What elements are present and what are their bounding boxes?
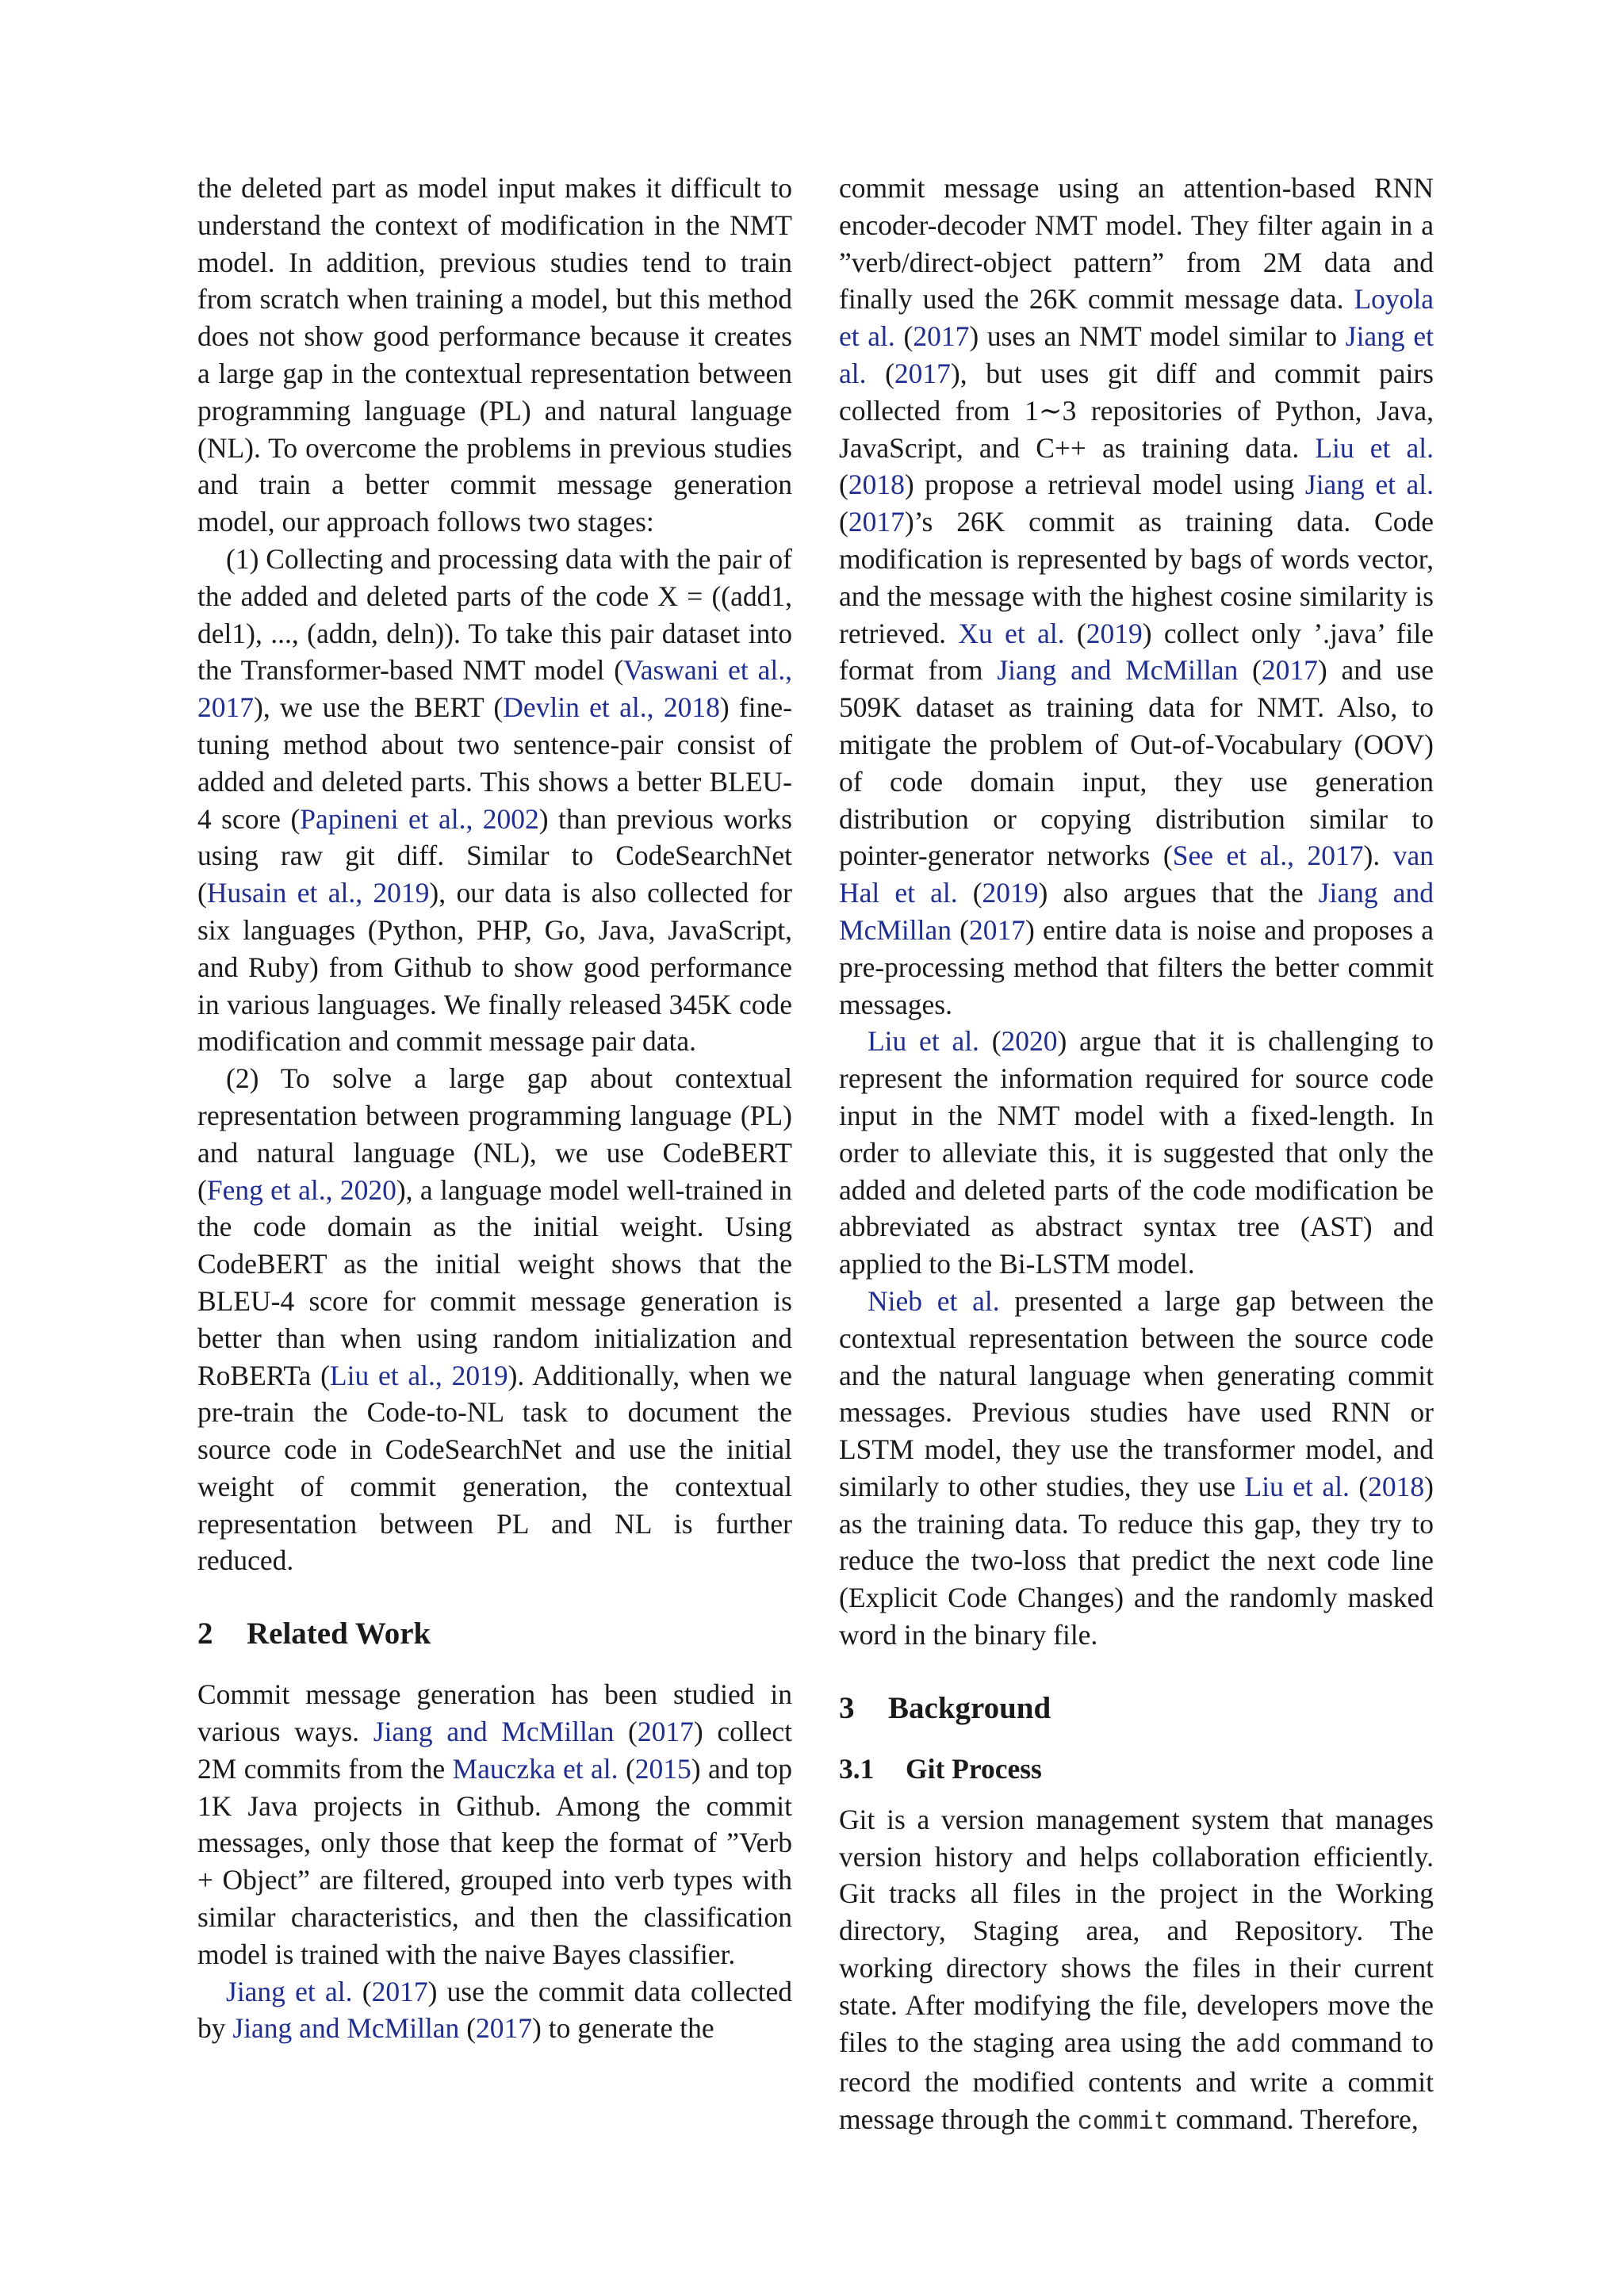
citation-feng[interactable]: Feng et al., 2020 (206, 1173, 396, 1206)
paragraph-intro-end: the deleted part as model input makes it difficult to understand the context of modification in the NMT model. In addition, previous studies tend to train from scratch when training a model, but this method does not show good performance because it creates a large gap in the contextual representation between programming language (PL) and natural language (NL). To overcome the problems in previous studies and train a better commit message generation model, our approach follows two stages: (197, 172, 792, 538)
text: Commit message generation has been studied in various ways. (197, 1678, 792, 1748)
text: command to record the modified contents and write a commit message through the (839, 2026, 1434, 2136)
citation-jiang[interactable]: Jiang et al. (1304, 469, 1434, 501)
citation-year[interactable]: 2017 (637, 1716, 694, 1748)
paragraph-related-3: commit message using an attention-based RNN encoder-decoder NMT model. They filter again in a ”verb/direct-object pattern” from 2M data and finally used the 26K commit message data. Loyola et al. (2017) uses an NMT model similar to Jiang et al. (2017), but uses git diff and commit pairs collected from 1∼3 repositories of Python, Java, JavaScript, and C++ as training data. Liu et al. (2018) propose a retrieval model using Jiang et al. (2017)’s 26K commit as training data. Code modification is represented by bags of words vector, and the message with the highest cosine similarity is retrieved. Xu et al. (2019) collect only ’.java’ file format from Jiang and McMillan (2017) and use 509K dataset as training data for NMT. Also, to mitigate the problem of Out-of-Vocabulary (OOV) of code domain input, they use generation distribution or copying distribution similar to pointer-generator networks (See et al., 2017). van Hal et al. (2019) also argues that the Jiang and McMillan (2017) entire data is noise and proposes a pre-processing method that filters the better commit messages. (839, 172, 1434, 1020)
paragraph-stage-2 (197, 1060, 792, 1579)
paragraph-related-1: Commit message generation has been studied in various ways. Jiang and McMillan (2017) collect 2M commits from the Mauczka et al. (2015) and top 1K Java projects in Github. Among the commit messages, only those that keep the format of ”Verb + Object” are filtered, grouped into verb types with similar characteristics, and then the classification model is trained with the naive Bayes classifier. (197, 1678, 792, 1970)
citation-mauczka[interactable]: Mauczka et al. (452, 1752, 619, 1785)
text: ), our data is also collected for six languages (Python, PHP, Go, Java, JavaScript, and Ruby) from Github to show good performance in various languages. We finally released 345K code modification and commit message pair data. (197, 877, 792, 1058)
citation-year[interactable]: 2018 (1368, 1470, 1425, 1502)
text: use the commit data collected by (197, 1975, 792, 2045)
citation-liu-2020[interactable]: Liu et al. (868, 1025, 979, 1058)
citation-loyola[interactable]: Loyola et al. (839, 283, 1434, 353)
paragraph-git-process (839, 1801, 1434, 2141)
text: collect only ’.java’ file format from (839, 617, 1434, 687)
section-number: 2 (197, 1617, 213, 1651)
citation-liu-2018[interactable]: Liu et al. (1315, 431, 1434, 464)
text: command. Therefore, (1168, 2103, 1419, 2136)
text: collect 2M commits from the (197, 1716, 792, 1785)
citation-jiang[interactable]: Jiang et al. (226, 1975, 353, 2007)
citation-year[interactable]: 2015 (634, 1752, 691, 1785)
paragraph-related-2: Jiang et al. (2017) use the commit data collected by Jiang and McMillan (2017) to generate the (197, 1975, 792, 2045)
text: argue that it is challenging to represent the information required for source code input in the NMT model with a fixed-length. In order to alleviate this, it is suggested that only the added and deleted parts of the code modification be abbreviated as abstract syntax tree (AST) and applied to the Bi-LSTM model. (839, 1025, 1434, 1280)
text: ) than previous works using raw git diff. Similar to CodeSearchNet ( (197, 802, 792, 909)
citation-husain[interactable]: Husain et al., 2019 (206, 877, 430, 909)
paragraph-related-4: Liu et al. (2020) argue that it is challenging to represent the information required for source code input in the NMT model with a fixed-length. In order to alleviate this, it is suggested that only the added and deleted parts of the code modification be abbreviated as abstract syntax tree (AST) and applied to the Bi-LSTM model. (839, 1025, 1434, 1280)
citation-year[interactable]: 2017 (894, 357, 951, 389)
citation-liu-2018[interactable]: Liu et al. (1244, 1470, 1350, 1502)
text: (2) To solve a large gap about contextual representation between programming language (PL) and natural language (NL), we use CodeBERT ( (197, 1062, 792, 1206)
text: ), a language model well-trained in the code domain as the initial weight. Using CodeBERT as the initial weight shows that the BLEU-4 score for commit message generation is better than when using random initialization and RoBERTa ( (197, 1173, 792, 1391)
citation-year[interactable]: 2017 (476, 2012, 533, 2045)
citation-year[interactable]: 2017 (1261, 654, 1318, 687)
citation-nieb[interactable]: Nieb et al. (868, 1284, 1000, 1317)
text: , but uses git diff and commit pairs collected from 1∼3 repositories of Python, Java, JavaScript, and C++ as training data. (839, 357, 1434, 464)
section-heading-background (839, 1689, 1434, 1728)
citation-devlin[interactable]: Devlin et al., 2018 (503, 691, 720, 724)
citation-year[interactable]: 2017 (913, 320, 970, 353)
section-heading-related-work (197, 1614, 792, 1654)
text: ), we use the BERT ( (254, 691, 504, 724)
citation-jiang-mcmillan[interactable]: Jiang and McMillan (373, 1716, 615, 1748)
citation-jiang[interactable]: Jiang et al. (839, 320, 1434, 389)
citation-year[interactable]: 2019 (1086, 617, 1143, 649)
section-title: Background (888, 1690, 1051, 1725)
citation-year[interactable]: 2017 (969, 913, 1026, 946)
right-column (839, 170, 1434, 2141)
citation-year[interactable]: 2017 (371, 1975, 428, 2007)
citation-year[interactable]: 2020 (1001, 1025, 1058, 1058)
text: to generate the (541, 2012, 714, 2045)
citation-jiang-mcmillan[interactable]: Jiang and McMillan (232, 2012, 460, 2045)
subsection-title: Git Process (906, 1752, 1042, 1785)
text: ) fine-tuning method about two sentence-pair consist of added and deleted parts. This shows a better BLEU-4 score ( (197, 691, 792, 835)
citation-van-hal[interactable]: van Hal et al. (839, 840, 1434, 909)
citation-jiang-mcmillan[interactable]: Jiang and McMillan (839, 877, 1434, 946)
text: entire data is noise and proposes a pre-processing method that filters the better commit messages. (839, 913, 1434, 1020)
citation-see[interactable]: See et al., 2017 (1172, 840, 1364, 872)
section-title: Related Work (247, 1617, 431, 1651)
text: and top 1K Java projects in Github. Among the commit messages, only those that keep the format of ”Verb + Object” are filtered, grouped into verb types with similar characteristics, and then the classification model is trained with the naive Bayes classifier. (197, 1752, 792, 1970)
text: Git is a version management system that manages version history and helps collaboration efficiently. Git tracks all files in the project in the Working directory, Staging area, and Repository. The working directory shows the files in their current state. After modifying the file, developers move the files to the staging area using the (839, 1803, 1434, 2058)
citation-liu-2019[interactable]: Liu et al., 2019 (329, 1359, 508, 1391)
citation-jiang-mcmillan[interactable]: Jiang and McMillan (997, 654, 1239, 687)
citation-papineni[interactable]: Papineni et al., 2002 (300, 802, 539, 835)
text: propose a retrieval model using (914, 469, 1305, 501)
text: commit message using an attention-based RNN encoder-decoder NMT model. They filter again in a ”verb/direct-object pattern” from 2M data and finally used the 26K commit message data. (839, 172, 1434, 316)
text: ). Additionally, when we pre-train the Code-to-NL task to document the source code in CodeSearchNet and use the initial weight of commit generation, the contextual representation between PL and NL is further reduced. (197, 1359, 792, 1577)
code-commit: commit (1077, 2107, 1169, 2137)
text: as the training data. To reduce this gap, they try to reduce the two-loss that predict the next code line (Explicit Code Changes) and the randomly masked word in the binary file. (839, 1507, 1434, 1651)
text: also argues that the (1048, 877, 1319, 909)
citation-vaswani[interactable]: Vaswani et al., 2017 (197, 654, 792, 724)
subsection-heading-git-process (839, 1751, 1434, 1787)
paragraph-related-5: Nieb et al. presented a large gap between the contextual representation between the source code and the natural language when generating commit messages. Previous studies have used RNN or LSTM model, they use the transformer model, and similarly to other studies, they use Liu et al. (2018) as the training data. To reduce this gap, they try to reduce the two-loss that predict the next code line (Explicit Code Changes) and the randomly masked word in the binary file. (839, 1284, 1434, 1651)
left-column (197, 170, 792, 2047)
text: ). (1363, 840, 1393, 872)
code-add: add (1235, 2030, 1281, 2060)
section-number: 3 (839, 1690, 855, 1725)
paragraph-stage-1 (197, 541, 792, 1060)
citation-year[interactable]: 2018 (848, 469, 905, 501)
citation-year[interactable]: 2019 (982, 877, 1039, 909)
citation-xu[interactable]: Xu et al. (958, 617, 1065, 649)
citation-year[interactable]: 2017 (848, 506, 905, 538)
text: presented a large gap between the contextual representation between the source code and the natural language when generating commit messages. Previous studies have used RNN or LSTM model, they use the transformer model, and similarly to other studies, they use (839, 1284, 1434, 1502)
subsection-number: 3.1 (839, 1752, 875, 1785)
text: ’s 26K commit as training data. Code modification is represented by bags of words vector, and the message with the highest cosine similarity is retrieved. (839, 506, 1434, 649)
text: and use 509K dataset as training data for NMT. Also, to mitigate the problem of Out-of-Vocabulary (OOV) of code domain input, they use generation distribution or copying distribution similar to pointer-generator networks ( (839, 654, 1434, 872)
text: uses an NMT model similar to (979, 320, 1346, 353)
text: (1) Collecting and processing data with the pair of the added and deleted parts of the code X = ((add1, del1), ..., (addn, deln)). To take this pair dataset into the Transformer-based NMT model ( (197, 542, 792, 687)
